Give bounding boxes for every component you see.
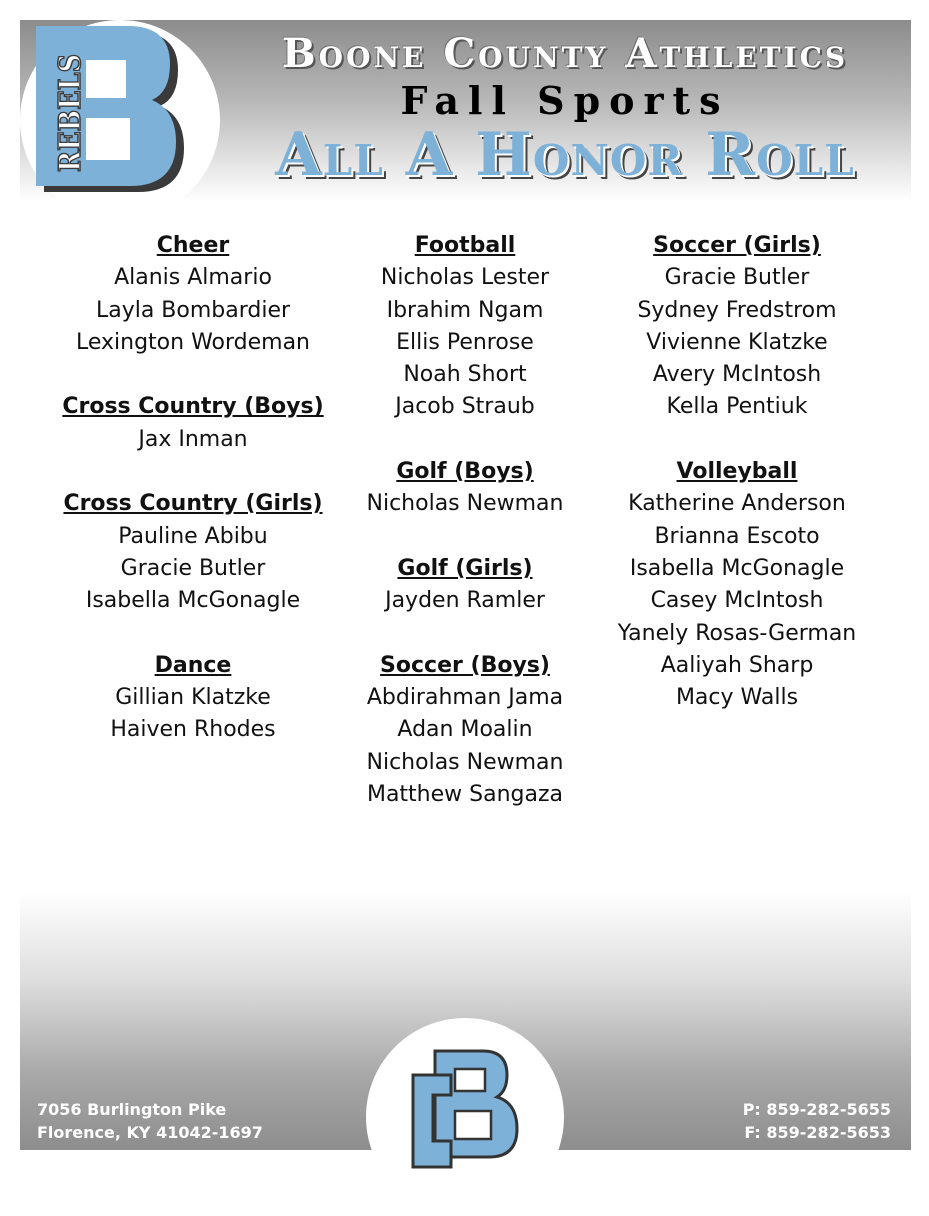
student-name: Gracie Butler — [120, 555, 266, 581]
student-name: Gracie Butler — [664, 265, 810, 291]
fax-number: F: 859-282-5653 — [744, 1123, 891, 1142]
sport-section — [587, 456, 887, 714]
sport-heading: Cross Country (Boys) — [62, 394, 324, 420]
address-line-2: Florence, KY 41042-1697 — [37, 1123, 263, 1142]
footer-banner — [20, 892, 911, 1150]
contact-block — [743, 1098, 891, 1144]
sport-section — [43, 488, 343, 617]
sport-heading: Golf (Girls) — [397, 555, 533, 581]
sport-section — [43, 391, 343, 456]
sport-section — [43, 230, 343, 359]
student-name: Noah Short — [403, 362, 527, 388]
rebels-logo-text: REBELS — [53, 33, 88, 172]
sport-heading: Dance — [154, 652, 232, 678]
student-name: Nicholas Lester — [380, 265, 550, 291]
student-name: Jax Inman — [138, 426, 248, 452]
phone-number: P: 859-282-5655 — [742, 1100, 891, 1119]
sport-heading: Cheer — [156, 233, 230, 258]
rebels-b-logo — [28, 22, 188, 194]
student-name: Layla Bombardier — [95, 297, 291, 323]
student-name: Brianna Escoto — [654, 523, 820, 549]
sport-section — [315, 650, 615, 811]
sport-heading: Soccer (Boys) — [380, 652, 550, 678]
sport-heading: Football — [414, 233, 516, 258]
student-name: Alanis Almario — [114, 265, 272, 291]
student-name: Jacob Straub — [395, 394, 535, 420]
student-name: Nicholas Newman — [366, 749, 564, 775]
column-1 — [43, 230, 343, 779]
student-name: Jayden Ramler — [385, 588, 545, 614]
header-banner — [20, 20, 911, 202]
column-2 — [315, 230, 615, 844]
student-name: Avery McIntosh — [652, 362, 822, 388]
student-name: Gillian Klatzke — [115, 685, 271, 711]
sport-section — [315, 456, 615, 521]
sport-heading: Volleyball — [676, 459, 798, 485]
school-name: Boone County Athletics — [281, 30, 849, 77]
student-name: Nicholas Newman — [366, 491, 564, 517]
student-name: Macy Walls — [675, 685, 799, 711]
student-name: Ibrahim Ngam — [386, 297, 544, 323]
sport-section — [43, 650, 343, 747]
address-block — [37, 1098, 263, 1144]
sport-section — [315, 553, 615, 618]
sport-section — [315, 230, 615, 424]
student-name: Katherine Anderson — [628, 491, 846, 517]
student-name: Casey McIntosh — [650, 588, 824, 614]
student-name: Pauline Abibu — [118, 523, 268, 549]
student-name: Yanely Rosas-German — [617, 620, 857, 646]
column-3 — [587, 230, 887, 747]
address-line-1: 7056 Burlington Pike — [37, 1100, 227, 1119]
student-name: Ellis Penrose — [396, 329, 534, 355]
student-name: Abdirahman Jama — [366, 685, 564, 711]
season-title: Fall Sports — [400, 78, 730, 123]
student-name: Isabella McGonagle — [85, 588, 301, 614]
student-name: Aaliyah Sharp — [660, 652, 814, 678]
sport-heading: Cross Country (Girls) — [63, 491, 323, 517]
sport-heading: Golf (Boys) — [396, 459, 534, 485]
student-name: Lexington Wordeman — [75, 329, 311, 355]
student-name: Kella Pentiuk — [666, 394, 808, 420]
student-name: Adan Moalin — [397, 717, 533, 743]
student-name: Isabella McGonagle — [629, 555, 845, 581]
bc-monogram-logo — [405, 1045, 525, 1175]
sport-heading: Soccer (Girls) — [653, 233, 821, 258]
sport-section — [587, 230, 887, 424]
student-name: Vivienne Klatzke — [646, 329, 828, 355]
student-name: Sydney Fredstrom — [637, 297, 837, 323]
student-name: Matthew Sangaza — [366, 782, 564, 808]
honor-roll-title: All A Honor Roll — [275, 120, 855, 190]
student-name: Haiven Rhodes — [110, 717, 276, 743]
